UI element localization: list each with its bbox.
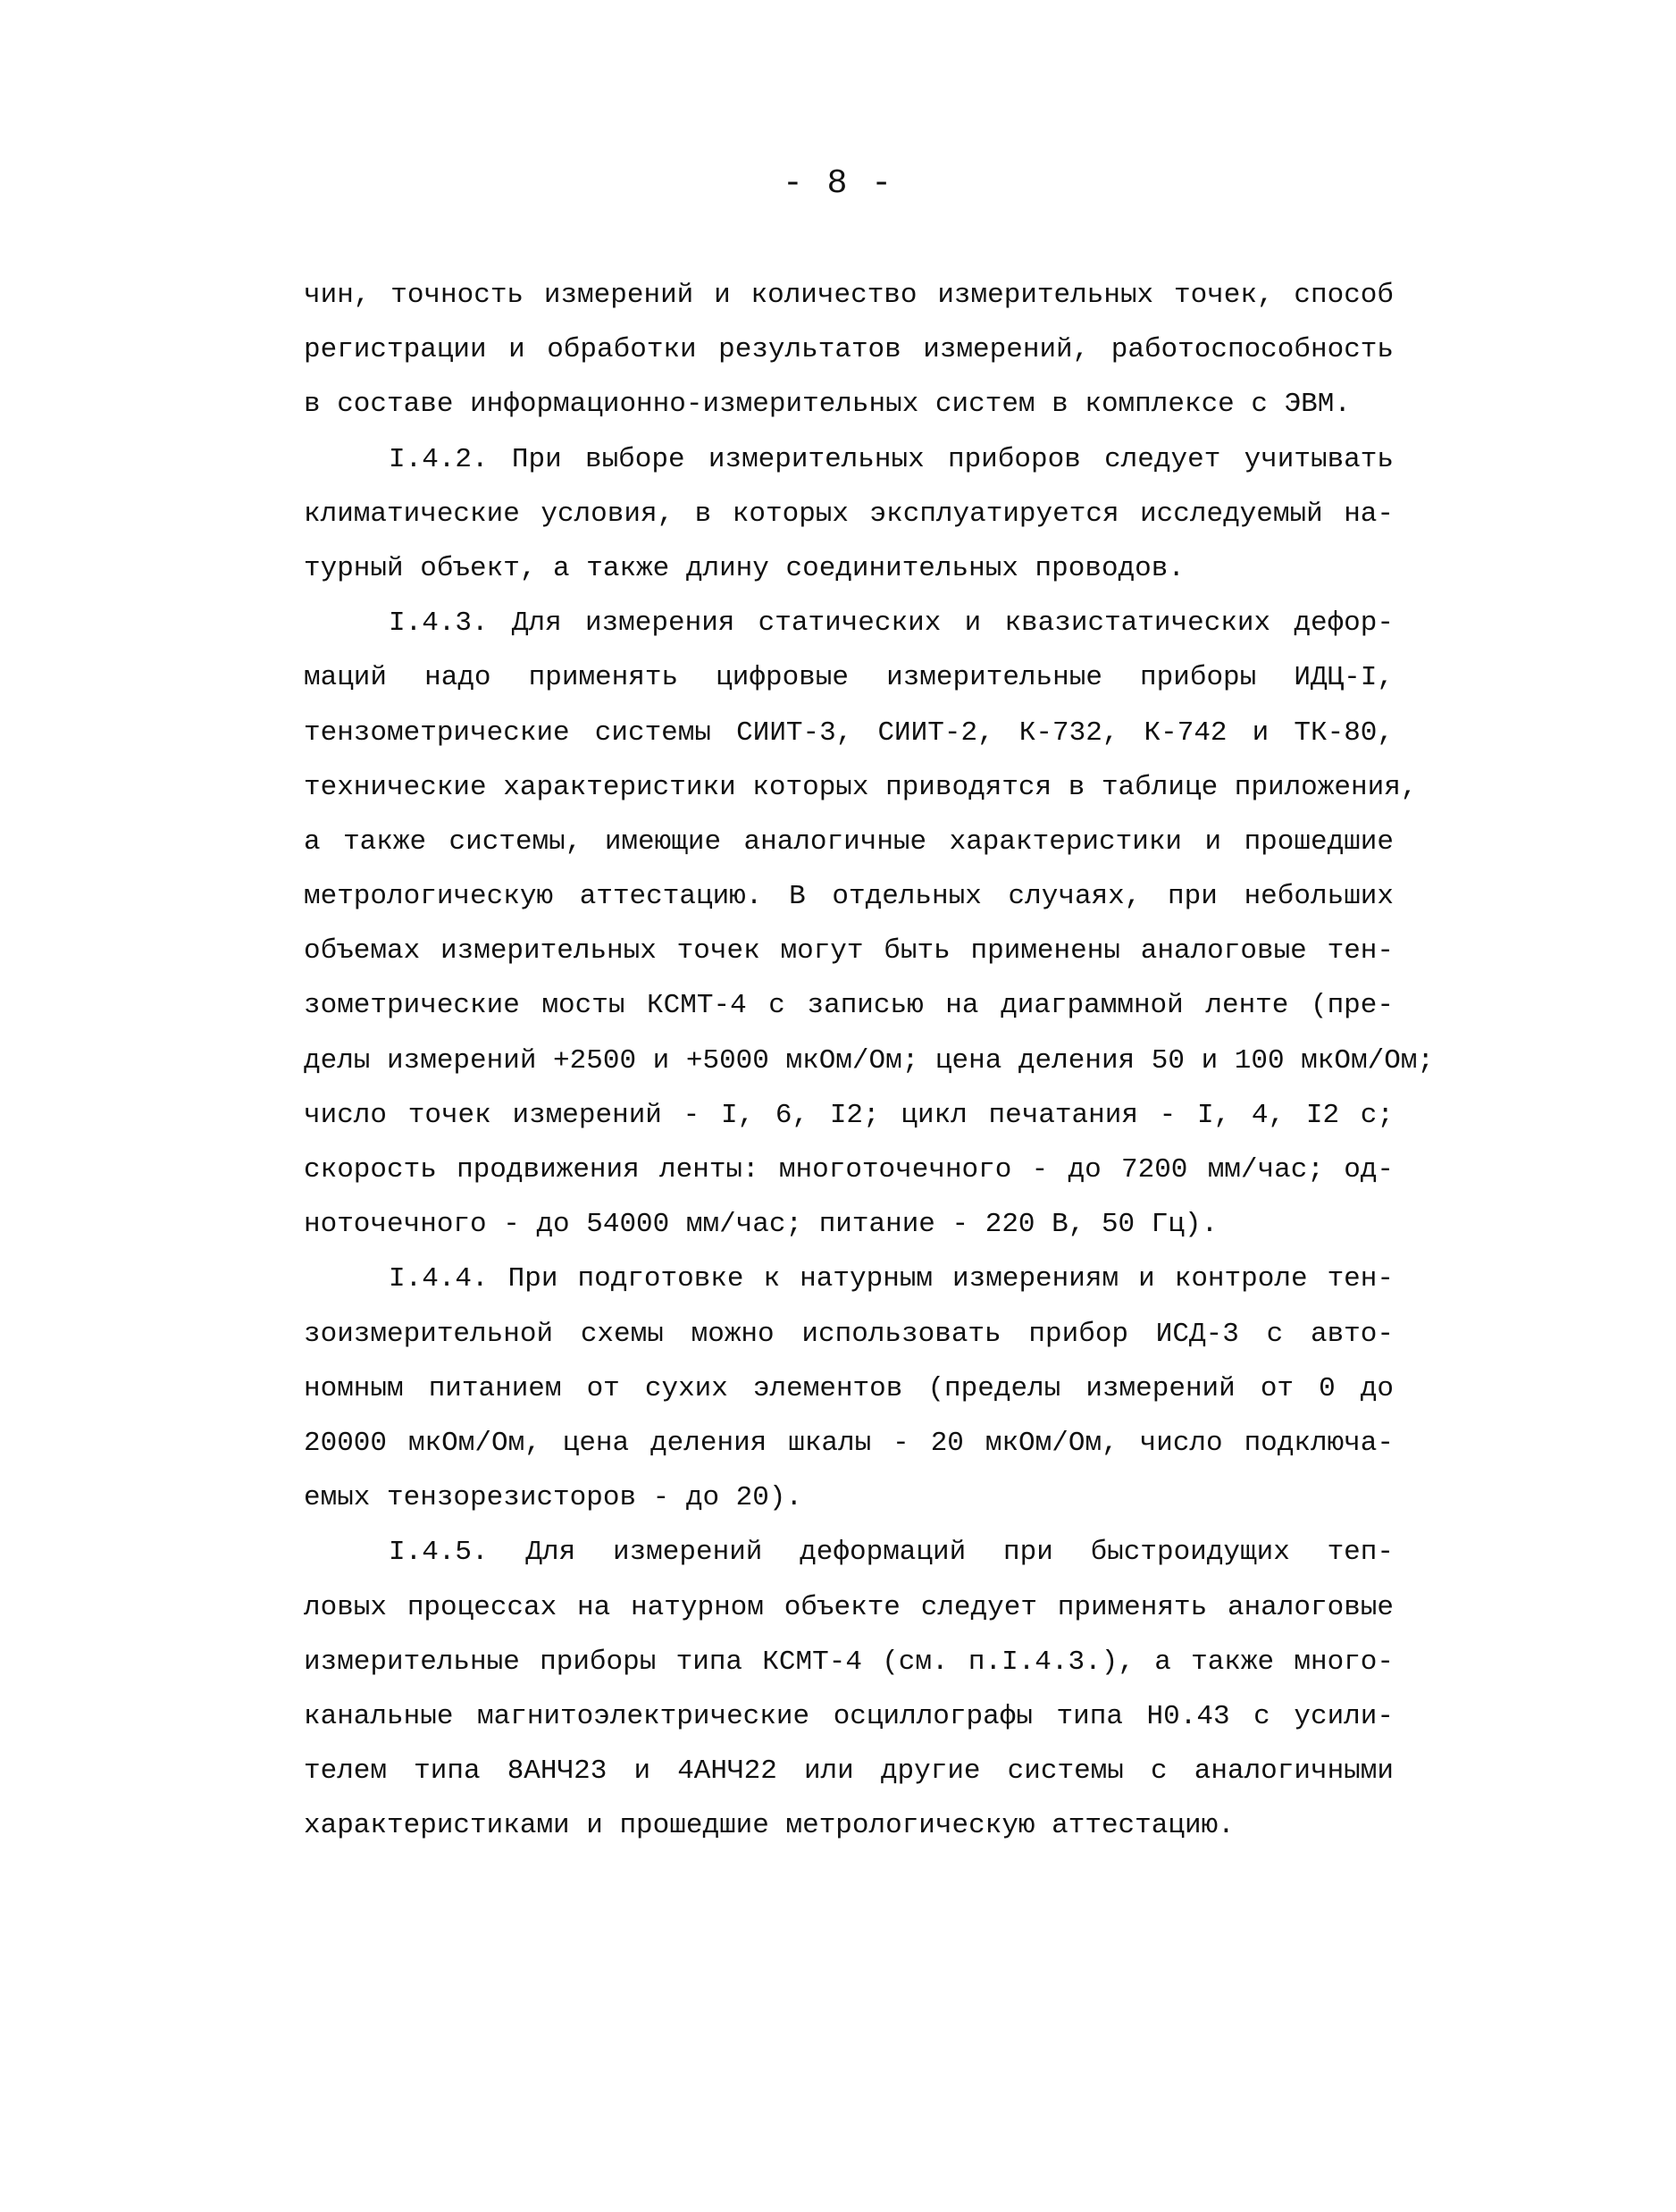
text-line: измерительные приборы типа КСМТ-4 (см. п.I.4.3.), а также много- bbox=[304, 1646, 1394, 1678]
text-line: объемах измерительных точек могут быть применены аналоговые тен- bbox=[304, 935, 1394, 968]
text-line: зоизмерительной схемы можно использовать прибор ИСД-3 с авто- bbox=[304, 1318, 1394, 1350]
text-line: зометрические мосты КСМТ-4 с записью на диаграммной ленте (пре- bbox=[304, 990, 1394, 1022]
text-line: метрологическую аттестацию. В отдельных случаях, при небольших bbox=[304, 881, 1394, 913]
text-line: тензометрические системы СИИТ-3, СИИТ-2, К-732, К-742 и ТК-80, bbox=[304, 716, 1394, 749]
text-line: характеристиками и прошедшие метрологическую аттестацию. bbox=[304, 1810, 1235, 1842]
body-text bbox=[304, 268, 1435, 1853]
paragraph-continuation bbox=[304, 268, 1394, 432]
text-line: ловых процессах на натурном объекте следует применять аналоговые bbox=[304, 1591, 1394, 1623]
text-line: турный объект, а также длину соединительных проводов. bbox=[304, 552, 1185, 584]
text-line: 20000 мкОм/Ом, цена деления шкалы - 20 мкОм/Ом, число подключа- bbox=[304, 1427, 1394, 1459]
paragraph-1-4-5 bbox=[304, 1525, 1394, 1853]
text-line: канальные магнитоэлектрические осциллографы типа Н0.43 с усили- bbox=[304, 1700, 1394, 1732]
text-line: емых тензорезисторов - до 20). bbox=[304, 1482, 803, 1514]
text-line: номным питанием от сухих элементов (пределы измерений от 0 до bbox=[304, 1372, 1394, 1404]
text-line: регистрации и обработки результатов измерений, работоспособность bbox=[304, 334, 1394, 366]
text-line: I.4.5. Для измерений деформаций при быстроидущих теп- bbox=[389, 1537, 1394, 1569]
text-line: телем типа 8АНЧ23 и 4АНЧ22 или другие системы с аналогичными bbox=[304, 1755, 1394, 1788]
text-line: I.4.3. Для измерения статических и квазистатических дефор- bbox=[389, 607, 1394, 640]
text-line: а также системы, имеющие аналогичные характеристики и прошедшие bbox=[304, 825, 1394, 858]
text-line: маций надо применять цифровые измерительные приборы ИДЦ-I, bbox=[304, 662, 1394, 694]
text-line: климатические условия, в которых эксплуатируется исследуемый на- bbox=[304, 498, 1394, 530]
text-line: в составе информационно-измерительных систем в комплексе с ЭВМ. bbox=[304, 389, 1351, 421]
paragraph-1-4-4 bbox=[304, 1252, 1394, 1525]
text-line: I.4.4. При подготовке к натурным измерениям и контроле тен- bbox=[389, 1263, 1394, 1295]
text-line: I.4.2. При выборе измерительных приборов следует учитывать bbox=[389, 443, 1394, 475]
paragraph-1-4-3 bbox=[304, 596, 1435, 1252]
text-line: число точек измерений - I, 6, I2; цикл печатания - I, 4, I2 с; bbox=[304, 1099, 1394, 1131]
page-number: - 8 - bbox=[782, 164, 894, 203]
text-line: чин, точность измерений и количество измерительных точек, способ bbox=[304, 280, 1394, 311]
paragraph-1-4-2 bbox=[304, 432, 1394, 597]
text-line: технические характеристики которых приводятся в таблице приложения, bbox=[304, 771, 1418, 803]
text-line: делы измерений +2500 и +5000 мкОм/Ом; цена деления 50 и 100 мкОм/Ом; bbox=[304, 1044, 1435, 1077]
text-line: скорость продвижения ленты: многоточечного - до 7200 мм/час; од- bbox=[304, 1154, 1394, 1186]
text-line: ноточечного - до 54000 мм/час; питание - 220 В, 50 Гц). bbox=[304, 1209, 1219, 1241]
